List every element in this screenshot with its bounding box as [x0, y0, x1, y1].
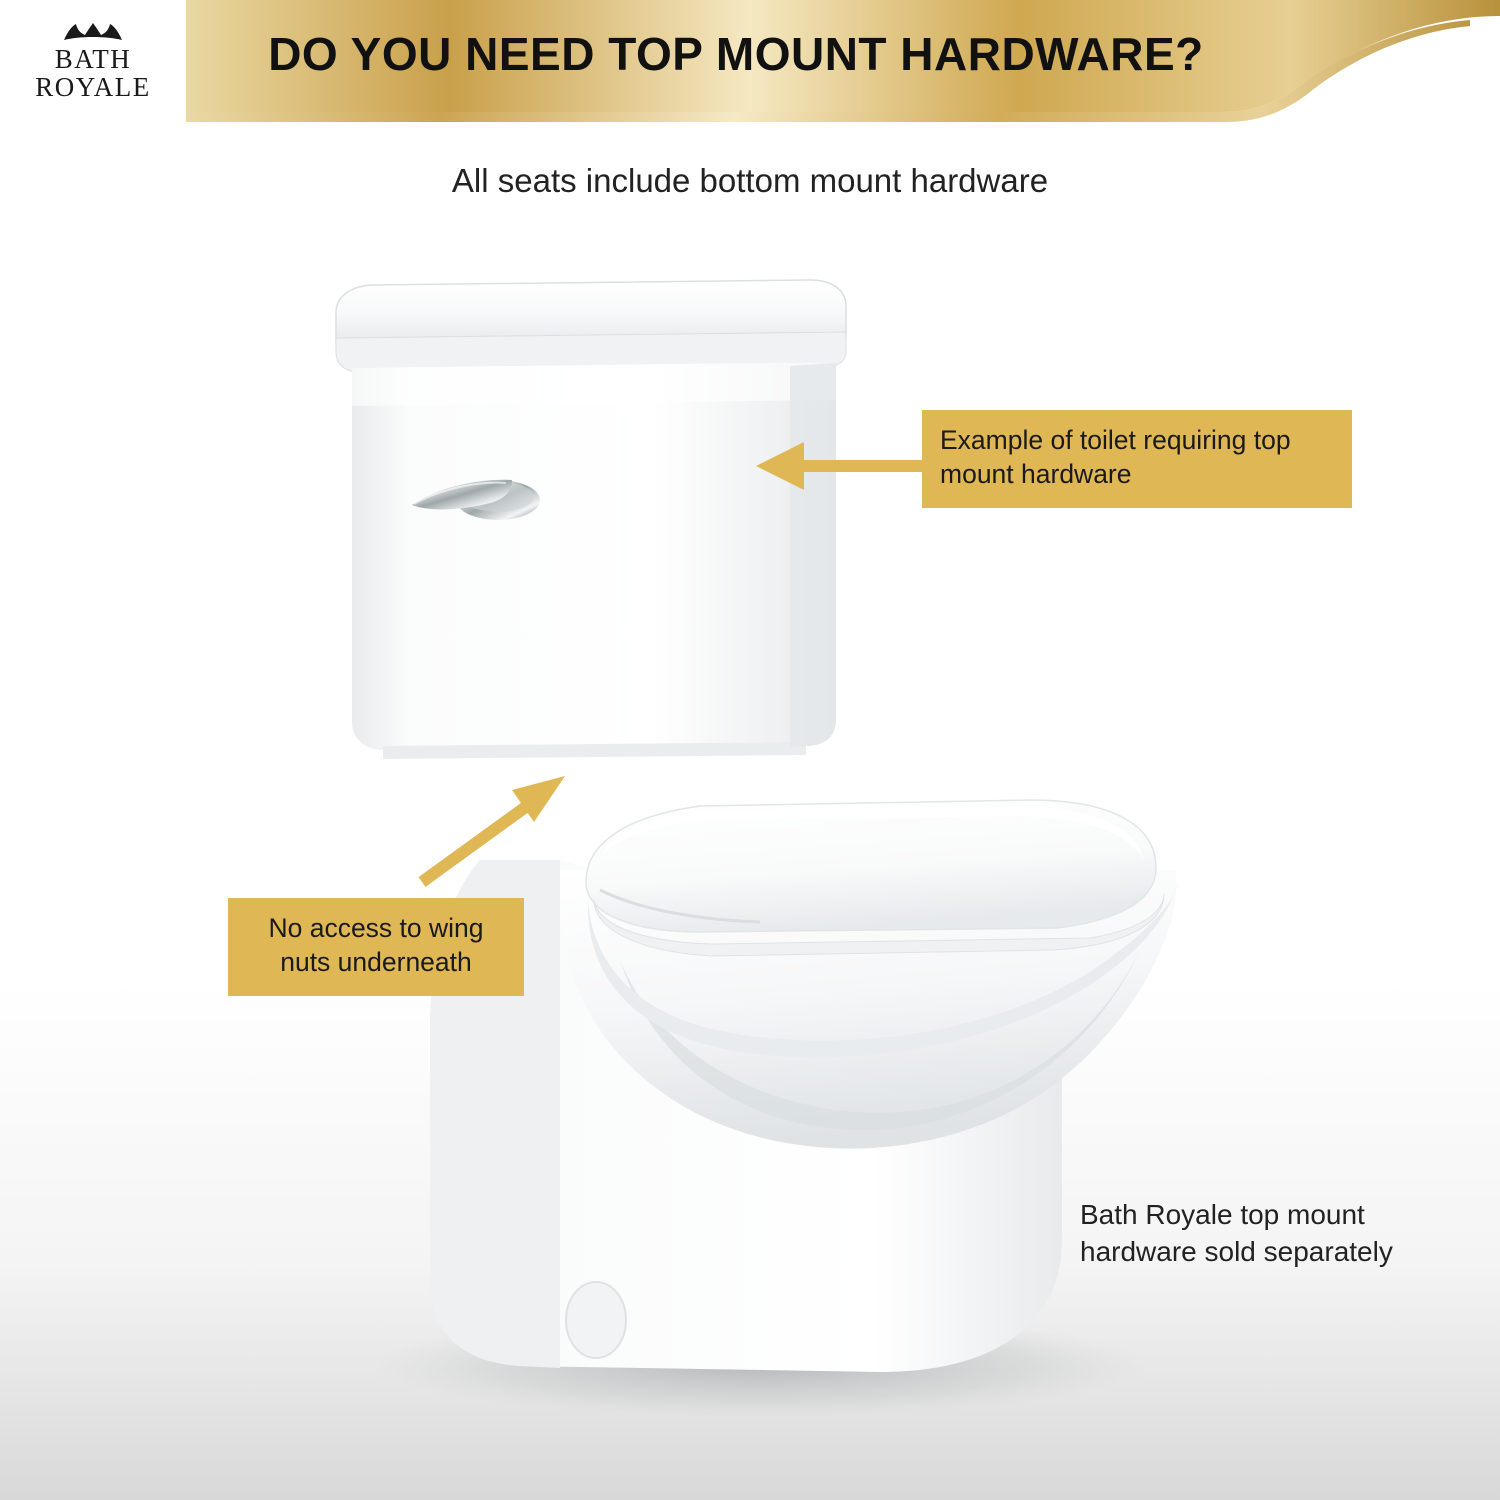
callout-no-access: No access to wing nuts underneath: [228, 898, 524, 996]
header-banner: [0, 0, 1500, 122]
brand-name-line2: ROYALE: [35, 71, 151, 102]
subtitle: All seats include bottom mount hardware: [451, 162, 1049, 199]
header-title: DO YOU NEED TOP MOUNT HARDWARE?: [268, 28, 1204, 80]
brand-name-line1: BATH: [54, 43, 132, 74]
footer-note: Bath Royale top mount hardware sold separately: [1080, 1199, 1393, 1268]
callout-top-mount: Example of toilet requiring top mount hardware: [922, 410, 1352, 508]
crown-icon: [62, 22, 124, 44]
left-arrow-icon: [756, 442, 930, 490]
brand-logo: [0, 0, 186, 122]
up-right-arrow-icon: [422, 776, 565, 882]
